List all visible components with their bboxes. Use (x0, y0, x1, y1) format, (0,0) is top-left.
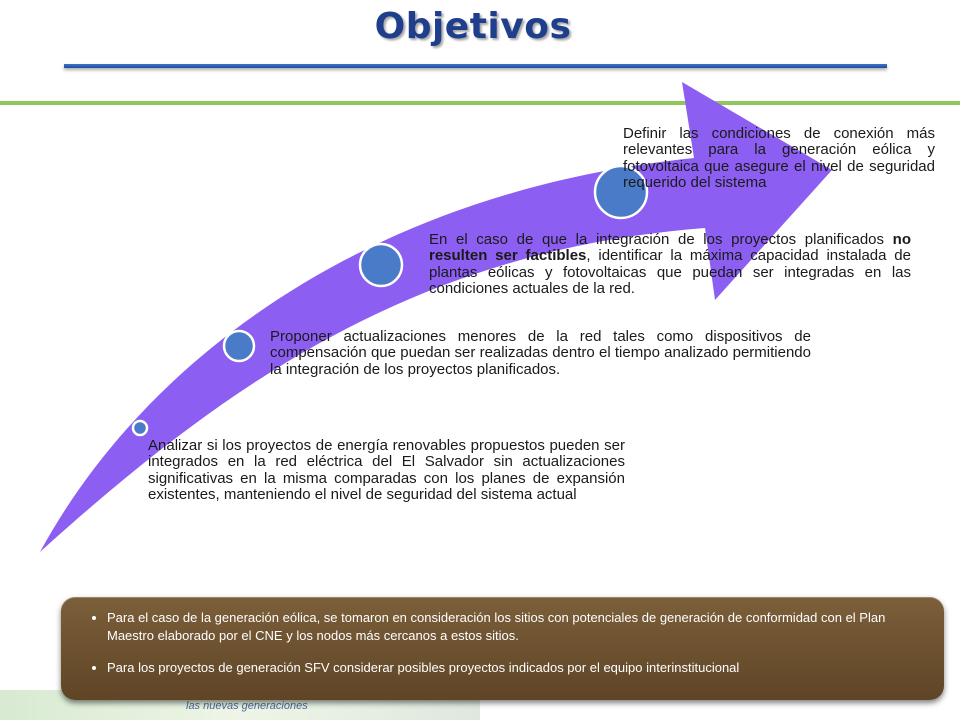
note-item-solar: • Para los proyectos de generación SFV considerar posibles proyectos indicados por el equipo interinstitucional (107, 659, 930, 677)
footer-tagline: las nuevas generaciones (186, 700, 308, 712)
step-marker-1 (133, 421, 147, 435)
notes-box (61, 597, 944, 700)
objective-3-text (429, 232, 911, 298)
objective-1-text: Analizar si los proyectos de energía renovables propuestos pueden ser integrados en la red eléctrica del El Salvador sin actualizaciones significativas en la misma comparadas con los planes de expansión existentes, manteniendo el nivel de seguridad del sistema actual (148, 437, 625, 504)
slide-title: Objetivos (374, 6, 572, 47)
objective-3-text-start: En el caso de que la integración de los proyectos planificados (429, 231, 893, 248)
step-marker-2 (224, 331, 254, 361)
objective-4-text: Definir las condiciones de conexión más relevantes para la generación eólica y fotovoltaica que asegure el nivel de seguridad requerido del sistema (623, 125, 935, 192)
step-marker-3 (360, 244, 402, 286)
objective-3-emphasis: no resulten ser factibles (429, 231, 911, 265)
note-item-wind: • Para el caso de la generación eólica, se tomaron en consideración los sitios con potenciales de generación de conformidad con el Plan Maestro elaborado por el CNE y los nodos más cercanos a estos sitios. (107, 609, 930, 645)
notes-list (61, 597, 944, 677)
objective-3-text-end: , identificar la máxima capacidad instalada de plantas eólicas y fotovoltaicas que puedan ser integradas en las condiciones actuales de la red. (429, 247, 911, 298)
objective-2-text: Proponer actualizaciones menores de la red tales como dispositivos de compensación que puedan ser realizadas dentro el tiempo analizado permitiendo la integración de los proyectos planificados. (270, 328, 811, 378)
